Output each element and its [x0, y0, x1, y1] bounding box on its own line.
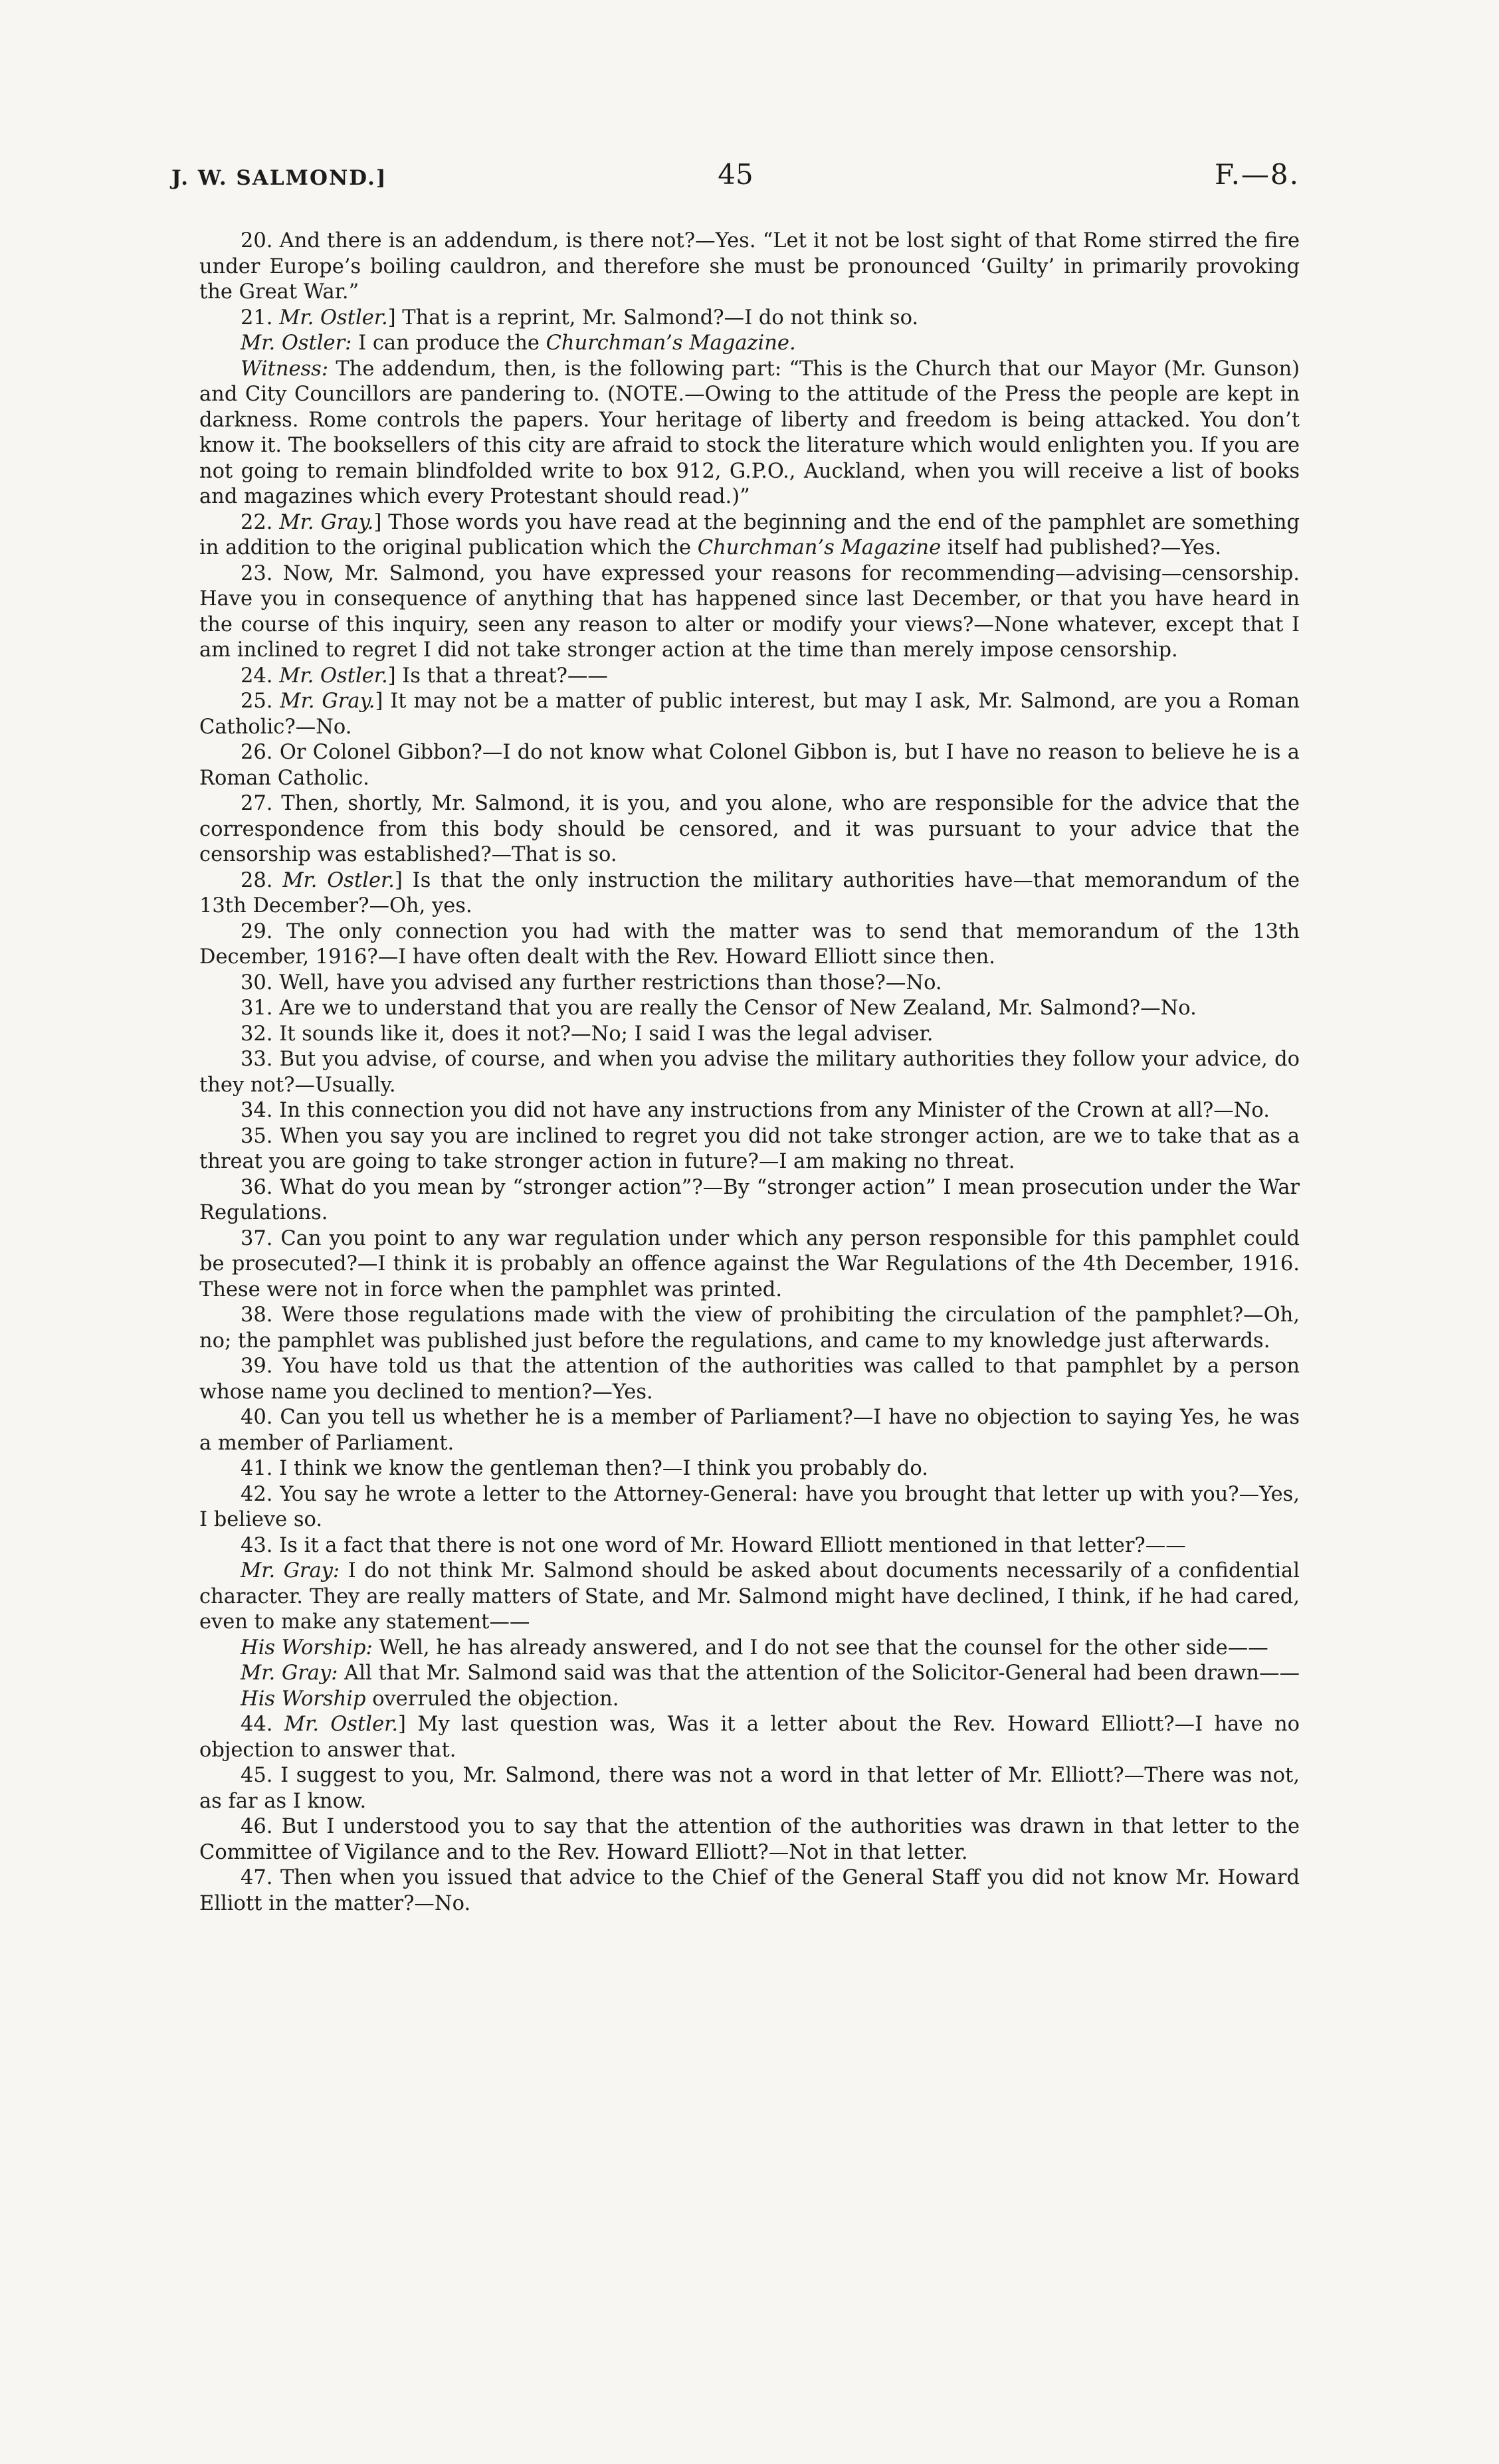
paragraph	[199, 1124, 1300, 1175]
text-segment: 23. Now, Mr. Salmond, you have expressed your reasons for recommending—advising—censorship. Have you in consequence of anything that has happened since last December, or that you have heard in the course of this inquiry, seen any reason to alter or modify your views?—None whatever, except that I am inclined to regret I did not take stronger action at the time than merely impose censorship.	[199, 561, 1300, 662]
paragraph	[199, 1354, 1300, 1405]
paragraph	[199, 791, 1300, 868]
document-code: F.—8.	[1214, 158, 1300, 191]
italic-text: Churchman’s Magazine	[697, 536, 942, 559]
text-segment: 20. And there is an addendum, is there not?—Yes. “Let it not be lost sight of that Rome stirred the fire under Europe’s boiling cauldron, and therefore she must be pronounced ‘Guilty’ in primarily provoking the Great War.”	[199, 229, 1300, 304]
italic-text: Mr. Gray:	[241, 1661, 338, 1685]
text-segment: 25.	[241, 690, 280, 713]
text-segment: ] Is that a threat?——	[387, 664, 608, 688]
text-segment: The addendum, then, is the following part: “This is the Church that our Mayor (Mr. Gunson) and City Councillors are pandering to. (NOTE.—Owing to the attitude of the Press the people are kept in darkness. Rome controls the papers. Your heritage of liberty and freedom is being attacked. You don’t know it. The booksellers of this city are afraid to stock the literature which would enlighten you. If you are not going to remain blindfolded write to box 912, G.P.O., Auckland, when you will receive a list of books and magazines which every Protestant should read.)”	[199, 357, 1300, 508]
header-witness-name: J. W. SALMOND.]	[171, 166, 387, 190]
text-segment: 22.	[241, 510, 280, 534]
text-segment: itself had published?—Yes.	[941, 536, 1222, 559]
paragraph	[199, 868, 1300, 919]
text-segment: 41. I think we know the gentleman then?—I think you probably do.	[241, 1457, 928, 1480]
italic-text: Mr. Gray.	[280, 690, 375, 713]
text-segment: 24.	[241, 664, 280, 688]
paragraph	[199, 331, 1300, 357]
text-segment: overruled the objection.	[365, 1687, 619, 1711]
text-segment: ] Those words you have read at the beginning and the end of the pamphlet are something in addition to the original publication which the	[199, 510, 1300, 559]
testimony-body	[199, 229, 1300, 1917]
text-segment: 39. You have told us that the attention of the authorities was called to that pamphlet by a person whose name you declined to mention?—Yes.	[199, 1355, 1300, 1404]
text-segment: 45. I suggest to you, Mr. Salmond, there was not a word in that letter of Mr. Elliott?—There was not, as far as I know.	[199, 1764, 1300, 1813]
paragraph	[199, 1456, 1300, 1482]
paragraph	[199, 1865, 1300, 1917]
paragraph	[199, 1712, 1300, 1763]
paragraph	[199, 1098, 1300, 1124]
italic-text: His Worship	[241, 1687, 366, 1711]
text-segment: 37. Can you point to any war regulation under which any person responsible for this pamphlet could be prosecuted?—I think it is probably an offence against the War Regulations of the 4th December, 1916. These were not in force when the pamphlet was printed.	[199, 1226, 1300, 1301]
page-header	[171, 158, 1300, 201]
paragraph	[199, 664, 1300, 690]
text-segment: 35. When you say you are inclined to regret you did not take stronger action, are we to take that as a threat you are going to take stronger action in future?—I am making no threat.	[199, 1124, 1300, 1173]
paragraph	[199, 1047, 1300, 1098]
text-segment: ] My last question was, Was it a letter about the Rev. Howard Elliott?—I have no objection to answer that.	[199, 1713, 1300, 1762]
italic-text: Mr. Ostler.	[279, 306, 388, 330]
paragraph	[199, 689, 1300, 740]
italic-text: Mr. Ostler.	[279, 664, 388, 688]
paragraph	[199, 1226, 1300, 1303]
paragraph	[199, 740, 1300, 791]
paragraph	[199, 1303, 1300, 1354]
paragraph	[199, 1405, 1300, 1456]
text-segment: All that Mr. Salmond said was that the attention of the Solicitor-General had been drawn——	[338, 1661, 1300, 1685]
paragraph	[199, 1763, 1300, 1814]
text-segment: 34. In this connection you did not have any instructions from any Minister of the Crown at all?—No.	[241, 1099, 1270, 1122]
text-segment: 36. What do you mean by “stronger action”?—By “stronger action” I mean prosecution under the War Regulations.	[199, 1175, 1300, 1224]
paragraph	[199, 1175, 1300, 1226]
text-segment: 42. You say he wrote a letter to the Attorney-General: have you brought that letter up with you?—Yes, I believe so.	[199, 1482, 1300, 1531]
italic-text: Mr. Gray.	[279, 510, 374, 534]
text-segment: 40. Can you tell us whether he is a member of Parliament?—I have no objection to saying Yes, he was a member of Parliament.	[199, 1406, 1300, 1455]
paragraph	[199, 1559, 1300, 1636]
text-segment: 31. Are we to understand that you are really the Censor of New Zealand, Mr. Salmond?—No.	[241, 996, 1197, 1020]
paragraph	[199, 357, 1300, 510]
paragraph	[199, 1661, 1300, 1687]
paragraph	[199, 971, 1300, 996]
text-segment: I can produce the	[351, 332, 546, 355]
paragraph	[199, 996, 1300, 1022]
page-number: 45	[718, 158, 753, 191]
text-segment: 46. But I understood you to say that the attention of the authorities was drawn in that letter to the Committee of Vigilance and to the Rev. Howard Elliott?—Not in that letter.	[199, 1815, 1300, 1864]
text-segment: 30. Well, have you advised any further restrictions than those?—No.	[241, 971, 942, 995]
text-segment: 33. But you advise, of course, and when you advise the military authorities they follow your advice, do they not?—Usually.	[199, 1048, 1300, 1097]
text-segment: Well, he has already answered, and I do not see that the counsel for the other side——	[372, 1636, 1268, 1659]
paragraph	[199, 510, 1300, 561]
italic-text: Mr. Ostler:	[241, 332, 352, 355]
paragraph	[199, 1022, 1300, 1048]
text-segment: ] Is that the only instruction the military authorities have—that memorandum of the 13th December?—Oh, yes.	[199, 868, 1300, 917]
text-segment: 38. Were those regulations made with the view of prohibiting the circulation of the pamphlet?—Oh, no; the pamphlet was published just before the regulations, and came to my knowledge just afterwards.	[199, 1303, 1300, 1353]
paragraph	[199, 1636, 1300, 1661]
text-segment: I do not think Mr. Salmond should be asked about documents necessarily of a confidential character. They are really matters of State, and Mr. Salmond might have declined, I think, if he had cared, even to make any statement——	[199, 1559, 1300, 1634]
italic-text: His Worship:	[241, 1636, 373, 1659]
italic-text: Mr. Gray:	[241, 1559, 340, 1582]
italic-text: Witness:	[241, 357, 329, 381]
paragraph	[199, 1814, 1300, 1865]
text-segment: ] That is a reprint, Mr. Salmond?—I do not think so.	[387, 306, 919, 330]
text-segment: ] It may not be a matter of public interest, but may I ask, Mr. Salmond, are you a Roman Catholic?—No.	[199, 690, 1300, 739]
text-segment: 27. Then, shortly, Mr. Salmond, it is you, and you alone, who are responsible for the advice that the correspondence from this body should be censored, and it was pursuant to your advice that the censorship was established?—That is so.	[199, 792, 1300, 866]
text-segment: 26. Or Colonel Gibbon?—I do not know what Colonel Gibbon is, but I have no reason to believe he is a Roman Catholic.	[199, 741, 1300, 790]
paragraph	[199, 1482, 1300, 1533]
italic-text: Churchman’s Magazine.	[546, 332, 796, 355]
text-segment: 43. Is it a fact that there is not one word of Mr. Howard Elliott mentioned in that letter?——	[241, 1533, 1186, 1557]
text-segment: 28.	[241, 868, 283, 892]
italic-text: Mr. Ostler.	[282, 868, 395, 892]
italic-text: Mr. Ostler.	[284, 1713, 399, 1736]
paragraph	[199, 1687, 1300, 1713]
paragraph	[199, 306, 1300, 332]
paragraph	[199, 1533, 1300, 1559]
paragraph	[199, 561, 1300, 664]
text-segment: 44.	[241, 1713, 284, 1736]
paragraph	[199, 919, 1300, 971]
text-segment: 32. It sounds like it, does it not?—No; I said I was the legal adviser.	[241, 1022, 934, 1046]
text-segment: 21.	[241, 306, 280, 330]
paragraph	[199, 229, 1300, 306]
text-segment: 47. Then when you issued that advice to the Chief of the General Staff you did not know Mr. Howard Elliott in the matter?—No.	[199, 1866, 1300, 1915]
text-segment: 29. The only connection you had with the matter was to send that memorandum of the 13th December, 1916?—I have often dealt with the Rev. Howard Elliott since then.	[199, 919, 1300, 969]
